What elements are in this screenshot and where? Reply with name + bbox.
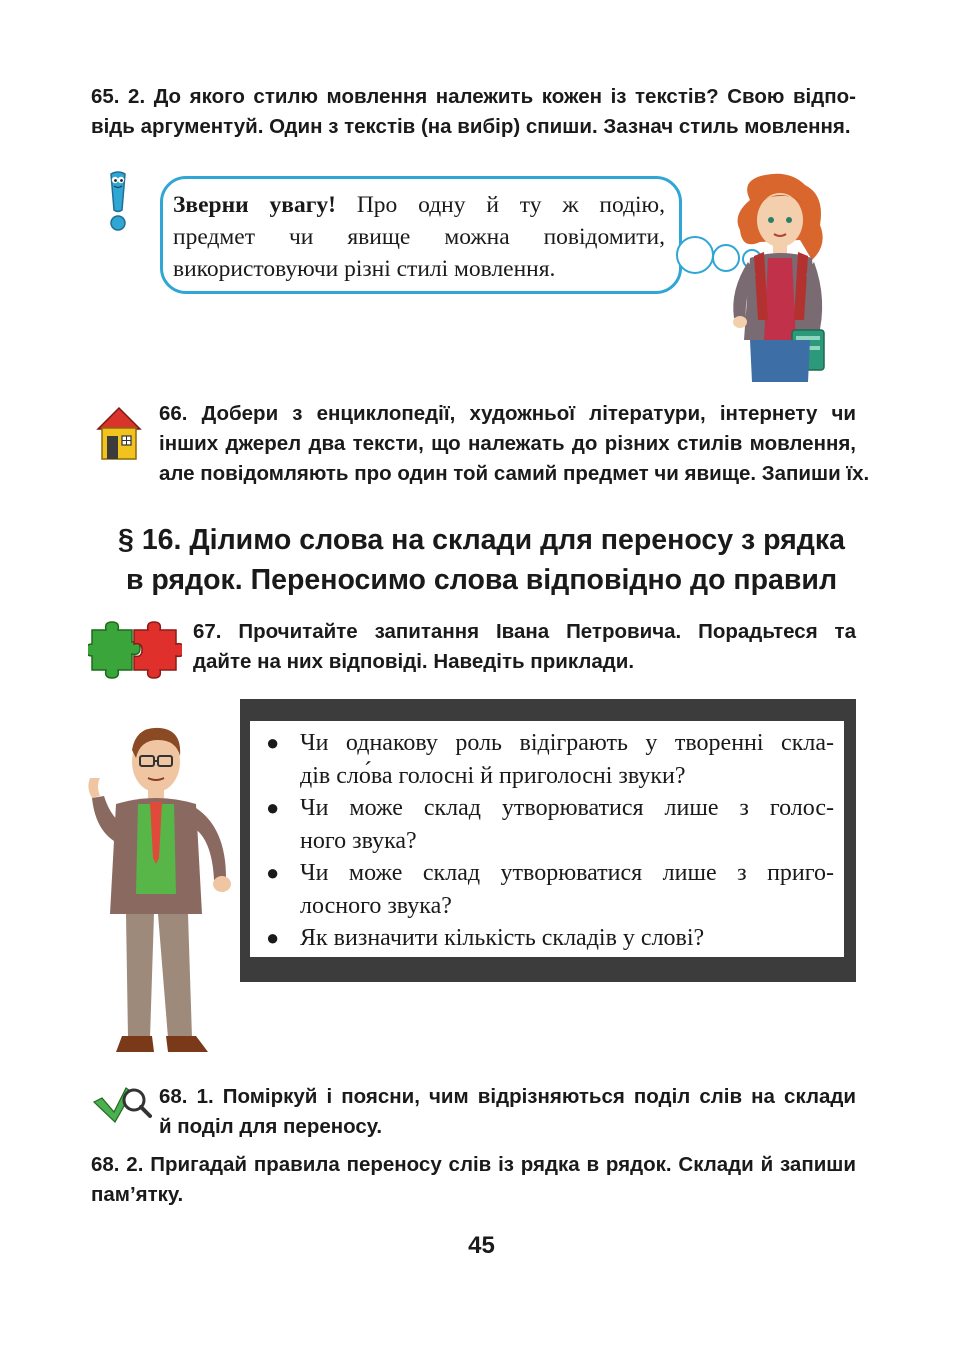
question-list bbox=[250, 721, 844, 957]
question-2-line2: ного звука? bbox=[300, 827, 417, 854]
question-item-2 bbox=[262, 792, 834, 857]
task-68-2-line2: пам’ятку. bbox=[91, 1183, 184, 1206]
bullet: ● bbox=[266, 795, 280, 820]
task-66-line3: але повідомляють про один той самий предмет чи явище. Запиши їх. bbox=[159, 462, 870, 485]
puzzle-icon bbox=[88, 620, 182, 680]
bullet: ● bbox=[266, 860, 280, 885]
attention-line1: Зверни увагу! Про одну й ту ж подію, bbox=[173, 192, 665, 218]
task-67-line1: 67. Прочитайте запитання Івана Петровича. Порадьтеся та bbox=[193, 620, 856, 643]
attention-line2: предмет чи явище можна повідомити, bbox=[173, 224, 665, 250]
task-66 bbox=[159, 399, 870, 489]
task-68-2-line1: 68. 2. Пригадай правила переносу слів із рядка в рядок. Склади й запиши bbox=[91, 1153, 856, 1176]
question-board bbox=[240, 699, 856, 982]
attention-line3: використовуючи різні стилі мовлення. bbox=[173, 256, 556, 282]
task-65-2-line2: відь аргументуй. Один з текстів (на вибір) спиши. Зазнач стиль мовлення. bbox=[91, 115, 851, 138]
question-2-line1: Чи може склад утворюватися лише з голос- bbox=[300, 795, 834, 821]
bullet: ● bbox=[266, 730, 280, 755]
task-68-2 bbox=[91, 1150, 856, 1210]
section-heading-line2: в рядок. Переносимо слова відповідно до правил bbox=[125, 564, 838, 596]
section-heading bbox=[60, 520, 903, 600]
task-67-line2: дайте на них відповіді. Наведіть приклади. bbox=[193, 650, 635, 673]
question-3-line1: Чи може склад утворюватися лише з приго- bbox=[300, 860, 834, 886]
attention-bold-lead: Зверни увагу! bbox=[173, 192, 336, 218]
question-item-3 bbox=[262, 857, 834, 922]
teacher-illustration bbox=[76, 718, 246, 1063]
task-66-line1: 66. Добери з енциклопедії, художньої літератури, інтернету чи bbox=[159, 402, 856, 425]
task-68-1 bbox=[159, 1082, 856, 1142]
page-number: 45 bbox=[468, 1232, 495, 1259]
task-65-2-line1: 65. 2. До якого стилю мовлення належить кожен із текстів? Свою відпо- bbox=[91, 85, 856, 108]
task-67 bbox=[193, 617, 856, 677]
task-65-2 bbox=[91, 82, 856, 142]
girl-illustration bbox=[720, 170, 835, 382]
question-1-line2: дів сло́ва голосні й приголосні звуки? bbox=[300, 762, 686, 789]
checkmark-magnifier-icon bbox=[92, 1082, 152, 1124]
question-1-line1: Чи однакову роль відіграють у творенні скла- bbox=[300, 730, 834, 756]
house-icon bbox=[96, 405, 142, 461]
exclamation-mark-icon bbox=[104, 170, 132, 232]
task-66-line2: інших джерел два тексти, що належать до різних стилів мовлення, bbox=[159, 432, 856, 455]
question-4-line1: Як визначити кількість складів у слові? bbox=[300, 925, 705, 951]
thought-bubble-large bbox=[676, 236, 714, 274]
attention-note bbox=[160, 176, 682, 294]
question-3-line2: лосного звука? bbox=[300, 892, 452, 919]
task-68-1-line1: 68. 1. Поміркуй і поясни, чим відрізняються поділ слів на склади bbox=[159, 1085, 856, 1108]
section-heading-line1: § 16. Ділимо слова на склади для переносу з рядка bbox=[118, 524, 845, 556]
bullet: ● bbox=[266, 925, 280, 950]
question-item-1 bbox=[262, 727, 834, 792]
task-68-1-line2: й поділ для переносу. bbox=[159, 1115, 383, 1138]
question-item-4 bbox=[262, 922, 834, 955]
